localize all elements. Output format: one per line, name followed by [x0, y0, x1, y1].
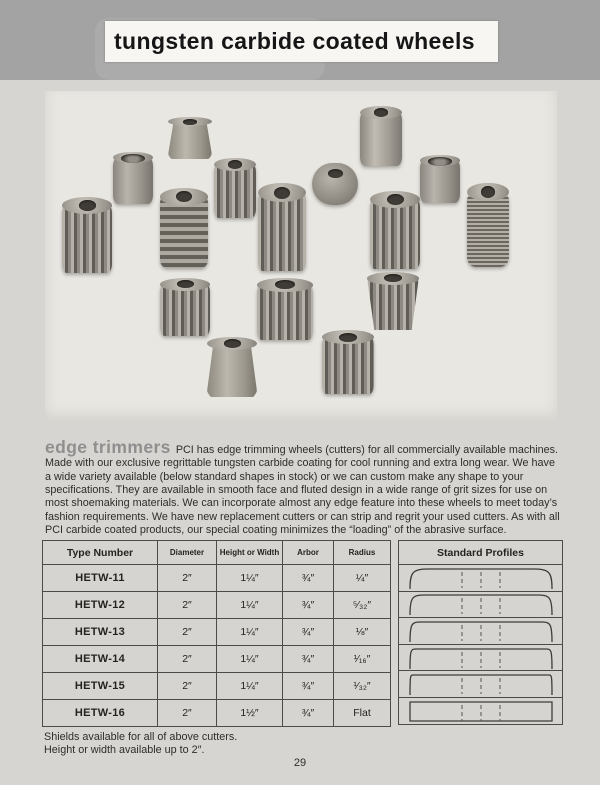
spec-cell: ¾″	[283, 565, 334, 592]
wheel-fluted-illustration	[62, 197, 112, 273]
spec-cell: 1¼″	[217, 646, 283, 673]
wheel-body	[113, 157, 153, 204]
profile-drawing	[405, 699, 557, 723]
wheel-body	[258, 191, 306, 271]
profile-radius-1-8	[399, 618, 562, 645]
wheel-body	[207, 342, 257, 397]
table-row	[43, 565, 391, 592]
type-number-cell: HETW-16	[43, 700, 158, 727]
wheel-thread-illustration	[467, 183, 509, 267]
column-header: Type Number	[43, 541, 158, 565]
type-number-cell: HETW-11	[43, 565, 158, 592]
wheel-fluted-illustration	[258, 183, 306, 271]
wheel-bore	[224, 339, 241, 347]
wheel-fluted-illustration	[322, 330, 374, 394]
wheel-ribbed-illustration	[160, 188, 208, 268]
page-title: tungsten carbide coated wheels	[114, 28, 475, 54]
wheel-cup-illustration	[113, 152, 153, 204]
profile-drawing	[405, 672, 557, 696]
spec-cell: ¹⁄₁₆″	[334, 646, 391, 673]
spec-cell: 2″	[158, 646, 217, 673]
column-header: Height or Width	[217, 541, 283, 565]
spec-cell: ⅛″	[334, 619, 391, 646]
column-header: Diameter	[158, 541, 217, 565]
wheel-body	[467, 191, 509, 267]
intro-body: PCI has edge trimming wheels (cutters) for all commercially available machines. Made with our exclusive regrittable tungsten carbide coating for cool running and extra long wear. We have a wide variety available (below standard shapes in stock) or we can custom make any shape to your specifications. They are available in smooth face and fluted design in a wide range of grit sizes for use on most shoemaking materials. We can incorporate almost any edge feature into these wheels to meet today’s fashion requirements. We have new replacement cutters or can strip and regrit your used cutters. As with all PCI carbide coated products, our special coating minimizes the “loading” of the abrasive surface.	[45, 443, 560, 537]
spec-table-head	[43, 541, 391, 565]
spec-cell: ¹⁄₃₂″	[334, 673, 391, 700]
wheel-bore	[339, 333, 357, 342]
wheel-flare-illustration	[207, 337, 257, 397]
wheel-body	[62, 204, 112, 273]
wheel-body	[420, 159, 460, 203]
table-row	[43, 592, 391, 619]
spec-cell: ¾″	[283, 619, 334, 646]
footnotes	[44, 731, 237, 757]
spec-cell: ⁵⁄₃₂″	[334, 592, 391, 619]
standard-profiles-rows	[399, 565, 562, 724]
standard-profiles-title: Standard Profiles	[399, 541, 562, 565]
profile-flat	[399, 698, 562, 724]
wheel-bore	[274, 187, 290, 199]
wheel-fluted-illustration	[160, 278, 210, 336]
wheel-body	[367, 277, 419, 330]
wheel-body	[160, 283, 210, 336]
spec-cell: ¾″	[283, 592, 334, 619]
page-number: 29	[293, 757, 307, 769]
spec-cell: 1¼″	[217, 619, 283, 646]
spec-cell: ¼″	[334, 565, 391, 592]
type-number-cell: HETW-13	[43, 619, 158, 646]
profile-radius-5-32	[399, 592, 562, 619]
profile-drawing	[405, 566, 557, 590]
spec-cell: ¾″	[283, 673, 334, 700]
product-photo	[45, 91, 557, 421]
wheel-body	[257, 284, 313, 340]
spec-table-body	[43, 565, 391, 727]
header-band	[0, 0, 600, 80]
table-row	[43, 646, 391, 673]
wheel-bore	[79, 200, 96, 211]
wheel-body	[214, 163, 256, 218]
spec-cell: 1½″	[217, 700, 283, 727]
wheel-taper-illustration	[367, 272, 419, 330]
wheel-bore	[387, 194, 404, 205]
profile-radius-1-16	[399, 645, 562, 672]
footnote-shields: Shields available for all of above cutters.	[44, 731, 238, 743]
table-row	[43, 673, 391, 700]
wheel-bore	[374, 108, 388, 116]
spec-cell: ¾″	[283, 700, 334, 727]
spec-cell: 1¼″	[217, 673, 283, 700]
wheel-bore	[428, 157, 452, 166]
spec-cell: ¾″	[283, 646, 334, 673]
wheel-bore	[228, 160, 242, 168]
spec-cell: 2″	[158, 592, 217, 619]
type-number-cell: HETW-12	[43, 592, 158, 619]
wheel-bore	[183, 119, 198, 125]
table-row	[43, 619, 391, 646]
wheel-body	[160, 195, 208, 268]
wheel-fluted-illustration	[257, 278, 313, 340]
spec-cell: 2″	[158, 673, 217, 700]
profile-radius-1-32	[399, 671, 562, 698]
wheel-body	[322, 336, 374, 394]
wheel-fluted-illustration	[214, 158, 256, 218]
wheel-cyl-illustration	[360, 106, 402, 166]
wheel-flare-illustration	[168, 117, 212, 159]
spec-area	[42, 540, 563, 727]
wheel-grit-illustration	[312, 163, 358, 205]
spec-table	[42, 540, 391, 727]
wheel-fluted-illustration	[370, 191, 420, 269]
footnote-height: Height or width available up to 2″.	[44, 744, 205, 756]
spec-cell: 1¼″	[217, 592, 283, 619]
profile-drawing	[405, 619, 557, 643]
profile-drawing	[405, 592, 557, 616]
wheel-body	[360, 111, 402, 166]
type-number-cell: HETW-15	[43, 673, 158, 700]
standard-profiles-box	[398, 540, 563, 725]
column-header: Radius	[334, 541, 391, 565]
spec-cell: 1¼″	[217, 565, 283, 592]
table-row	[43, 700, 391, 727]
wheel-bore	[275, 280, 294, 289]
wheel-body	[370, 198, 420, 269]
intro-heading: edge trimmers	[45, 436, 171, 457]
profile-radius-1-4	[399, 565, 562, 592]
spec-cell: 2″	[158, 565, 217, 592]
spec-cell: 2″	[158, 700, 217, 727]
column-header: Arbor	[283, 541, 334, 565]
title-bar	[105, 21, 498, 62]
wheel-cup-illustration	[420, 155, 460, 203]
wheel-body	[168, 121, 212, 159]
spec-cell: 2″	[158, 619, 217, 646]
spec-cell: Flat	[334, 700, 391, 727]
type-number-cell: HETW-14	[43, 646, 158, 673]
profile-drawing	[405, 646, 557, 670]
intro-paragraph	[45, 436, 560, 538]
